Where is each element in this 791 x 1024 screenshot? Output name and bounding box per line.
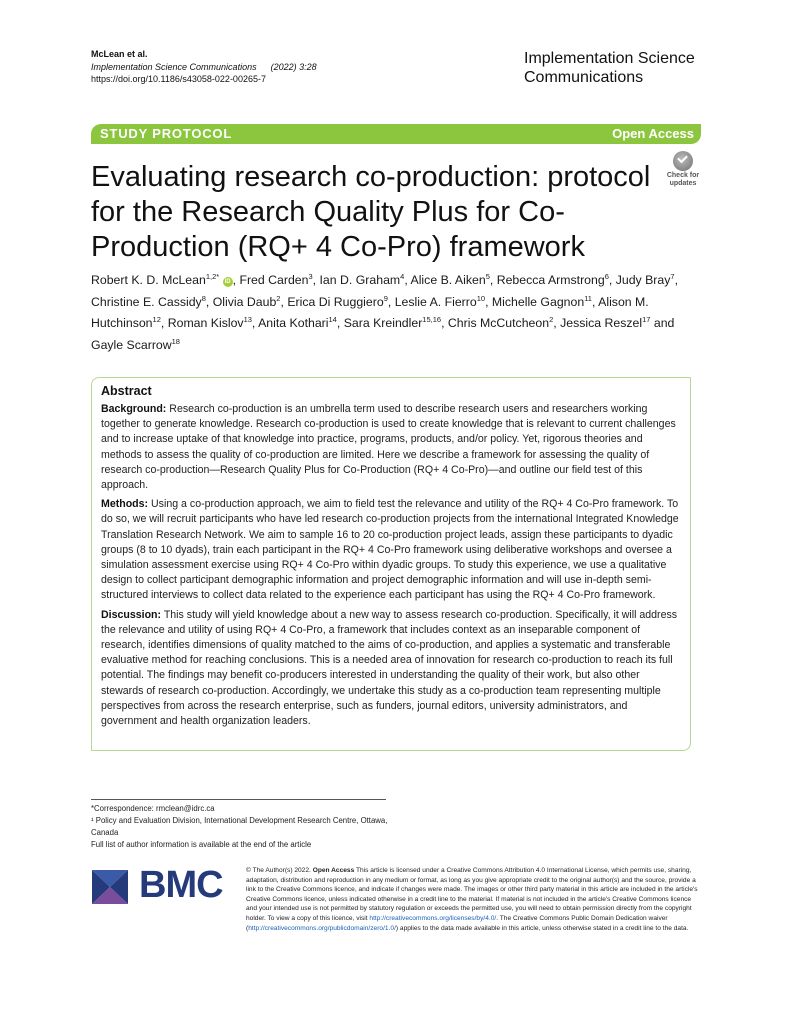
header-journal-line — [91, 61, 317, 74]
author-item[interactable] — [448, 316, 553, 330]
author-name: Erica Di Ruggiero — [287, 294, 384, 309]
journal-logo — [524, 49, 724, 87]
author-affiliation-number: 15,16 — [422, 315, 442, 325]
author-affiliation-number: 10 — [476, 293, 486, 303]
author-item[interactable] — [91, 338, 180, 352]
author-affiliation-number: 6 — [604, 272, 609, 281]
background-text: Research co-production is an umbrella term used to describe research users and researchers working together to generate knowledge. Research co-production is used to create knowledge that is relevant to current challenges and to increase uptake of that knowledge into practice, programs, products, and/or policy. Yet, rigorous theories and methods to assess the quality of co-production are limited. Here we describe a framework for assessing the quality of research co-production—Research Quality Plus for Co-Production (RQ+ 4 Co-Pro)—and outline our field test of this approach. — [101, 403, 676, 492]
discussion-label: Discussion: — [101, 608, 162, 621]
header-journal: Implementation Science Communications — [91, 61, 257, 72]
author-name: Rebecca Armstrong — [496, 273, 605, 288]
author-name: Michelle Gagnon — [491, 294, 585, 309]
author-name: Anita Kothari — [258, 316, 329, 331]
author-name: Jessica Reszel — [560, 316, 643, 331]
author-name: Gayle Scarrow — [91, 337, 172, 352]
correspondence: *Correspondence: rmclean@idrc.ca — [91, 804, 215, 813]
author-name: Leslie A. Fierro — [394, 294, 477, 309]
author-name: Alice B. Aiken — [410, 273, 486, 288]
author-affiliation-number: 18 — [171, 336, 180, 346]
author-affiliation-number: 2 — [549, 315, 554, 325]
author-item[interactable] — [492, 295, 592, 309]
author-affiliation-number: 2 — [276, 293, 281, 303]
author-item[interactable] — [497, 273, 609, 287]
abstract-discussion — [101, 608, 679, 730]
author-name: Judy Bray — [615, 273, 671, 288]
author-name: Alison M. Hutchinson — [91, 294, 649, 331]
license-end: ) applies to the data made available in this article, unless otherwise stated in a credit line to the data. — [395, 924, 689, 932]
author-info-note: Full list of author information is available at the end of the article — [91, 840, 312, 849]
author-item[interactable] — [395, 295, 485, 309]
author-affiliation-number: 14 — [328, 315, 337, 325]
author-name: Ian D. Graham — [319, 273, 401, 288]
author-name: Fred Carden — [239, 273, 309, 288]
journal-logo-line2: Communications — [524, 69, 644, 86]
license-open-access: Open Access — [312, 867, 355, 874]
background-label: Background: — [101, 403, 167, 415]
author-item[interactable] — [560, 316, 650, 330]
header-authors: McLean et al. — [91, 49, 148, 59]
check-circle-icon — [673, 151, 693, 171]
author-affiliation-number: 12 — [152, 315, 161, 325]
header-year-vol: (2022) 3:28 — [270, 61, 317, 72]
author-affiliation-number: 4 — [400, 272, 405, 281]
author-affiliation-number: 1,2* — [205, 272, 220, 281]
author-affiliation-number: 11 — [584, 293, 592, 303]
author-name: Sara Kreindler — [343, 316, 423, 331]
author-item[interactable] — [287, 295, 388, 309]
bmc-logo-text: BMC — [139, 864, 223, 906]
license-link-cc-zero[interactable]: http://creativecommons.org/publicdomain/zero/1.0/ — [248, 924, 396, 932]
check-updates-text: Check for updates — [666, 172, 700, 187]
author-affiliation-number: 17 — [642, 315, 651, 325]
author-affiliation-number: 7 — [670, 272, 675, 281]
abstract-heading: Abstract — [101, 384, 152, 398]
author-affiliation-number: 9 — [383, 293, 388, 303]
article-type-label: STUDY PROTOCOL — [100, 126, 233, 141]
journal-logo-line1: Implementation Science — [524, 50, 695, 67]
author-list: Robert K. D. McLean$^{1,2*}$ iD , Fred Carden$^3$, Ian D. Graham$^4$, Alice B. Aiken$^5$, Rebecca Armstrong$^6$, Judy Bray$^7$, Christine E. Cassidy$^8$, Olivia Daub$^2$, Erica Di Ruggiero$^9$, Leslie A. Fierro$^{10}$, Michelle Gagnon$^{11}$, Alison M. Hutchinson$^{12}$, Roman Kislov$^{13}$, Anita Kothari$^{14}$, Sara Kreindler$^{15,16}$, Chris McCutcheon$^2$, Jessica Reszel$^{17}$ and Gayle Scarrow$^{18}$ — [91, 272, 678, 352]
header-doi[interactable]: https://doi.org/10.1186/s43058-022-00265-7 — [91, 74, 266, 84]
author-item[interactable] — [344, 316, 441, 330]
methods-text: Using a co-production approach, we aim to field test the relevance and utility of the RQ+ 4 Co-Pro framework. To do so, we will recruit participants who have led research co-production projects from the international Integrated Knowledge Translation Research Network. We aim to sample 16 to 20 co-production project leads, assign these participants to dyadic groups (8 to 10 dyads), train each participant in the RQ+ 4 Co-Pro framework using deliberative workshops and oversee a simulation assessment exercise using RQ+ 4 Co-Pro within dyadic groups. To study this experience, we use a qualitative design to collect participant demographic information and project demographic information and will use in-depth semi-structured interviews to collect data related to the experience each participant has using the RQ+ 4 Co-Pro framework. — [101, 498, 679, 602]
author-name: Roman Kislov — [167, 316, 244, 331]
footnote-divider — [91, 799, 386, 800]
author-item[interactable] — [213, 295, 281, 309]
license-mid: . The Creative Commons Public Domain Dedication waiver ( — [246, 914, 668, 932]
author-affiliation-number: 13 — [243, 315, 252, 325]
author-name: Robert K. D. McLean — [91, 273, 206, 288]
license-body: This article is licensed under a Creative Commons Attribution 4.0 International License, which permits use, sharing, adaptation, distribution and reproduction in any medium or format, as long as you give appropriate credit to the original author(s) and the source, provide a link to the Creative Commons licence, and indicate if changes were made. The images or other third party material in this article are included in the article's Creative Commons licence, unless indicated otherwise in a credit line to the material. If material is not included in the article's Creative Commons licence and your intended use is not permitted by statutory regulation or exceeds the permitted use, you will need to obtain permission directly from the copyright holder. To view a copy of this licence, visit — [246, 867, 698, 922]
check-for-updates-badge[interactable] — [664, 151, 702, 189]
orcid-icon[interactable]: iD — [224, 279, 231, 286]
author-affiliation-number: 3 — [308, 272, 313, 281]
abstract-box — [91, 377, 691, 751]
author-name: Olivia Daub — [212, 294, 277, 309]
author-affiliation-number: 5 — [485, 272, 490, 281]
article-type-banner — [91, 124, 701, 144]
running-header — [91, 48, 317, 86]
author-affiliation-number: 8 — [201, 293, 206, 303]
author-item[interactable] — [616, 273, 675, 287]
methods-label: Methods: — [101, 498, 149, 511]
author-item[interactable] — [91, 273, 233, 287]
affiliation-1: ¹ Policy and Evaluation Division, International Development Research Centre, Ottawa, Canada — [91, 816, 388, 837]
abstract-background — [101, 402, 679, 493]
open-access-label: Open Access — [612, 126, 694, 141]
author-name: Christine E. Cassidy — [91, 294, 202, 309]
license-prefix: © The Author(s) 2022. — [246, 867, 311, 874]
discussion-text: This study will yield knowledge about a new way to assess research co-production. Specifically, it will address the relevance and utility of using RQ+ 4 Co-Pro, a framework that includes context as an inseparable component of research, identifies dimensions of quality matched to the aims of co-production, and applies a systematic and transferable evaluative method for reaching conclusions. This is a needed area of innovation for research co-production to reach its full potential. The findings may benefit co-producers interested in understanding the quality of their work, but also other stewards of research co-production. Accordingly, we undertake this study as a co-production team representing multiple perspectives from across the research enterprise, such as funders, journal editors, university administrators, and government and health organization leaders. — [101, 608, 678, 728]
author-name: Chris McCutcheon — [447, 316, 550, 331]
author-item[interactable] — [91, 295, 206, 309]
license-link-cc-by[interactable]: http://creativecommons.org/licenses/by/4.0/ — [369, 914, 497, 922]
author-item[interactable] — [239, 273, 312, 287]
footnotes — [91, 803, 391, 851]
abstract-methods — [101, 497, 679, 603]
author-item[interactable] — [168, 316, 252, 330]
article-title: Evaluating research co-production: protocol for the Research Quality Plus for Co-Production (RQ+ 4 Co-Pro) framework — [91, 161, 651, 263]
author-item[interactable] — [411, 273, 490, 287]
license-statement — [246, 866, 699, 933]
author-item[interactable] — [258, 316, 337, 330]
author-item[interactable] — [320, 273, 405, 287]
